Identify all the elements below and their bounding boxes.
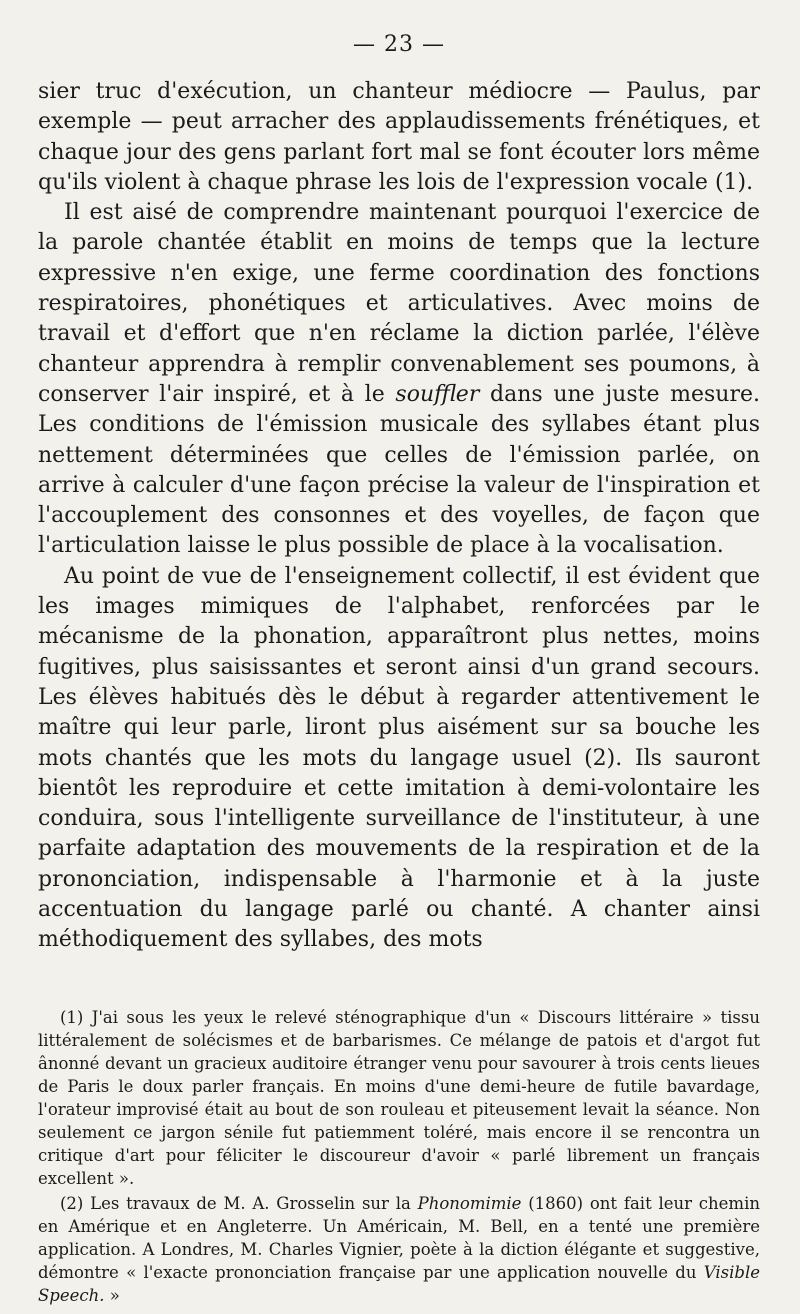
paragraph-3-text: Au point de vue de l'enseignement collectif, il est évident que les images mimiques de l'alphabet, renforcées par le mécanisme de la phonation, apparaîtront plus nettes, moins fugitives, plus saisissantes et seront ainsi d'un grand secours. Les élèves habitués dès le début à regarder attentivement le maître qui leur parle, liront plus aisément sur sa bouche les mots chantés que les mots du langage usuel (2). Ils sauront bientôt les reproduire et cette imitation à demi-volontaire les conduira, sous l'intelligente surveillance de l'instituteur, à une parfaite adaptation des mouvements de la respiration et de la prononciation, indispensable à l'harmonie et à la juste accentuation du langage parlé ou chanté. A chanter ainsi méthodiquement des syllabes, des mots <box>38 563 760 953</box>
paragraph-2 <box>38 198 760 562</box>
footnote-2-text-start: (2) Les travaux de M. A. Grosselin sur la <box>60 1193 418 1213</box>
footnotes <box>38 1006 760 1307</box>
footnote-1-text: (1) J'ai sous les yeux le relevé sténographique d'un « Discours littéraire » tissu littéralement de solécismes et de barbarismes. Ce mélange de patois et d'argot fut ânonné devant un gracieux auditoire étranger venu pour savourer à trois cents lieues de Paris le doux parler français. En moins d'une demi-heure de futile bavardage, l'orateur improvisé était au bout de son rouleau et piteusement levait la séance. Non seulement ce jargon sénile fut patiemment toléré, mais encore il se rencontra un critique d'art pour féliciter le discoureur d'avoir « parlé librement un français excellent ». <box>38 1007 760 1188</box>
page-number: — 23 — <box>353 32 445 57</box>
paragraph-3 <box>38 562 760 956</box>
footnote-2-italic-visible-speech: Visible Speech. <box>38 1262 760 1305</box>
footnote-2-italic-phonomimie: Phonomimie <box>417 1193 522 1213</box>
paragraph-2-text-start: Il est aisé de comprendre maintenant pourquoi l'exercice de la parole chantée établit en moins de temps que la lecture expressive n'en exige, une ferme coordination des fonctions respiratoires, phonétiques et articulatives. Avec moins de travail et d'effort que n'en réclame la diction parlée, l'élève chanteur apprendra à remplir convenablement ses poumons, à conserver l'air inspiré, et à le <box>38 200 760 407</box>
footnote-1 <box>38 1006 760 1190</box>
footnote-2-text-middle: (1860) ont fait leur chemin en Amérique et en Angleterre. Un Américain, M. Bell, en a tenté une première application. A Londres, M. Charles Vignier, poète à la diction élégante et suggestive, démontre « l'exacte prononciation française par une application nouvelle du <box>38 1193 760 1282</box>
body-text <box>38 77 760 956</box>
paragraph-1-text: sier truc d'exécution, un chanteur médiocre — Paulus, par exemple — peut arracher des applaudissements frénétiques, et chaque jour des gens parlant fort mal se font écouter lors même qu'ils violent à chaque phrase les lois de l'expression vocale (1). <box>38 79 760 195</box>
footnote-2 <box>38 1192 760 1307</box>
paragraph-2-text-end: dans une juste mesure. Les conditions de l'émission musicale des syllabes étant plus nettement déterminées que celles de l'émission parlée, on arrive à calculer d'une façon précise la valeur de l'inspiration et l'accouplement des consonnes et des voyelles, de façon que l'articulation laisse le plus possible de place à la vocalisation. <box>38 381 760 559</box>
paragraph-1 <box>38 77 760 198</box>
footnote-2-text-end: » <box>104 1285 120 1305</box>
paragraph-2-italic-word: souffler <box>395 381 480 407</box>
